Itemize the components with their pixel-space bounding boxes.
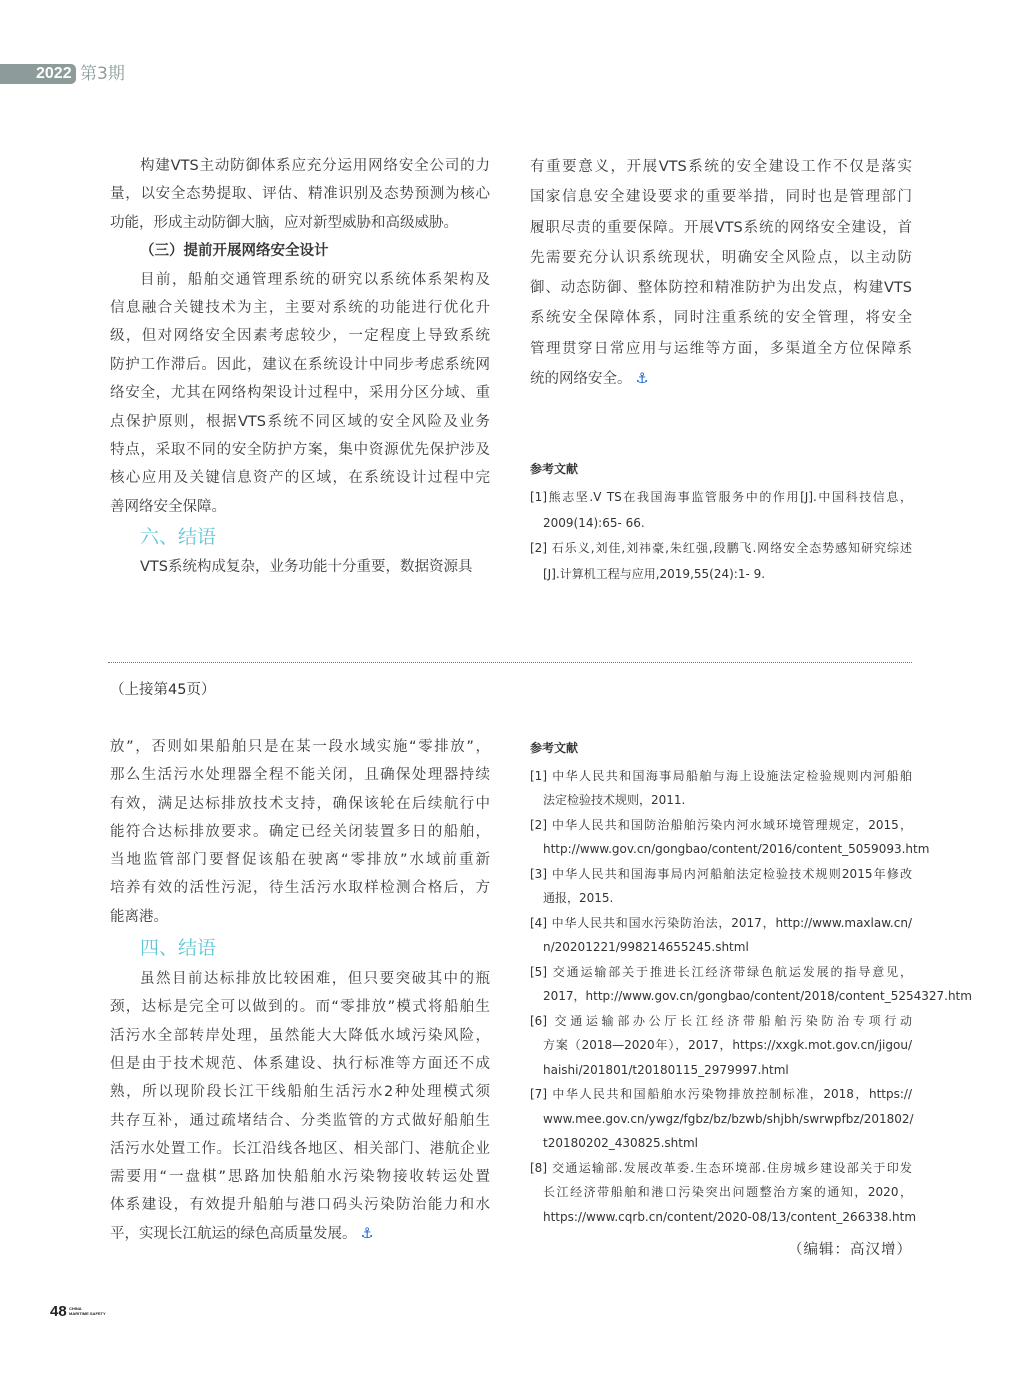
text-line: 国家信息安全建设要求的重要举措，同时也是管理部门 xyxy=(530,189,912,206)
section-heading: 四、结语 xyxy=(140,937,217,960)
references-bottom xyxy=(530,735,972,1229)
reference-item: [8] 交通运输部.发展改革委.生态环境部.住房城乡建设部关于印发 xyxy=(530,1160,912,1175)
text-line: 当地监管部门要督促该船在驶离“零排放”水域前重新 xyxy=(110,852,490,869)
text-line: 有效，满足达标排放技术支持，确保该轮在后续航行中 xyxy=(110,795,490,812)
anchor-icon: ⚓ xyxy=(635,371,649,388)
text-line: 点保护原则，根据VTS系统不同区域的安全风险及业务 xyxy=(110,413,490,430)
references-heading: 参考文献 xyxy=(530,741,579,755)
reference-continuation: 2009(14):65- 66. xyxy=(543,515,645,530)
text-line: 管理贯穿日常应用与运维等方面，多渠道全方位保障系 xyxy=(530,340,912,357)
reference-continuation: [J].计算机工程与应用,2019,55(24):1- 9. xyxy=(543,566,766,581)
reference-item: [6] 交通运输部办公厅长江经济带船舶污染防治专项行动 xyxy=(530,1013,912,1028)
reference-continuation: t20180202_430825.shtml xyxy=(543,1136,698,1150)
issue-year: 2022 xyxy=(36,65,72,82)
text-line: 善网络安全保障。 xyxy=(110,498,226,515)
reference-item: [2] 中华人民共和国防治船舶污染内河水域环境管理规定，2015， xyxy=(530,817,912,832)
text-line: 目前，船舶交通管理系统的研究以系统体系架构及 xyxy=(140,271,490,288)
text-line: 级，但对网络安全因素考虑较少，一定程度上导致系统 xyxy=(110,328,490,345)
issue-number: 第3期 xyxy=(80,64,125,84)
section-heading: 六、结语 xyxy=(140,526,217,549)
references-heading: 参考文献 xyxy=(530,462,579,476)
subsection-heading: （三）提前开展网络安全设计 xyxy=(140,243,329,260)
text-line: 信息融合关键技术为主，主要对系统的功能进行优化升 xyxy=(110,300,490,317)
text-line: 量，以安全态势提取、评估、精准识别及态势预测为核心 xyxy=(110,186,490,203)
anchor-icon: ⚓ xyxy=(360,1225,374,1242)
text-line: 活污水处置工作。长江沿线各地区、相关部门、港航企业 xyxy=(110,1140,490,1157)
text-line: 放”，否则如果船舶只是在某一段水域实施“零排放”， xyxy=(110,739,490,755)
reference-continuation: 通报，2015. xyxy=(543,891,614,905)
reference-continuation: 法定检验技术规则，2011. xyxy=(543,793,686,807)
reference-continuation: n/20201221/998214655245.shtml xyxy=(543,940,749,954)
reference-item: [3] 中华人民共和国海事局内河船舶法定检验技术规则2015年修改 xyxy=(530,866,912,881)
text-line: 那么生活污水处理器全程不能关闭，且确保处理器持续 xyxy=(110,767,490,784)
text-line: 虽然目前达标排放比较困难，但只要突破其中的瓶 xyxy=(140,971,490,988)
text-line: 但是由于技术规范、体系建设、执行标准等方面还不成 xyxy=(110,1055,490,1072)
article-top-right-column xyxy=(530,152,912,394)
article-top-left-column xyxy=(110,152,490,582)
text-line: 先需要充分认识系统现状，明确安全风险点，以主动防 xyxy=(530,249,912,266)
reference-continuation: www.mee.gov.cn/ywgz/fgbz/bz/bzwb/shjbh/swrwpfbz/201802/ xyxy=(543,1111,914,1126)
page-number: 48 xyxy=(50,1303,67,1320)
text-line: 御、动态防御、整体防控和精准防护为出发点，构建VTS xyxy=(530,280,912,297)
text-line: 有重要意义，开展VTS系统的安全建设工作不仅是落实 xyxy=(530,159,912,175)
text-line: 构建VTS主动防御体系应充分运用网络安全公司的力 xyxy=(140,158,490,174)
text-line: 平，实现长江航运的绿色高质量发展。 ⚓ xyxy=(110,1220,490,1248)
continued-note: （上接第45页） xyxy=(110,682,216,698)
text-line: 活污水全部转岸处理，虽然能大大降低水域污染风险， xyxy=(110,1027,490,1044)
section-divider xyxy=(108,662,912,663)
reference-item: [2] 石乐义,刘佳,刘祎豪,朱红强,段鹏飞.网络安全态势感知研究综述 xyxy=(530,541,912,556)
text-line: 熟，所以现阶段长江干线船舶生活污水2种处理模式须 xyxy=(110,1084,490,1101)
text-line: 络安全，尤其在网络构架设计过程中，采用分区分域、重 xyxy=(110,385,490,402)
reference-item: [5] 交通运输部关于推进长江经济带绿色航运发展的指导意见， xyxy=(530,964,912,979)
reference-continuation: https://www.cqrb.cn/content/2020-08/13/content_266338.htm xyxy=(543,1209,917,1224)
text-line: 统的网络安全。 ⚓ xyxy=(530,364,912,394)
reference-item: [1] 中华人民共和国海事局船舶与海上设施法定检验规则内河船舶 xyxy=(530,768,912,783)
text-line: 系统安全保障体系，同时注重系统的安全管理，将安全 xyxy=(530,310,912,327)
reference-continuation: 2017，http://www.gov.cn/gongbao/content/2018/content_5254327.htm xyxy=(543,989,972,1003)
brand-line: CHINA xyxy=(69,1306,82,1311)
references-top xyxy=(530,456,912,587)
text-line: 培养有效的活性污泥，待生活污水取样检测合格后，方 xyxy=(110,880,490,897)
text-line: 功能，形成主动防御大脑，应对新型威胁和高级威胁。 xyxy=(110,214,458,231)
brand-line: MARITIME SAFETY xyxy=(69,1311,106,1316)
reference-continuation: http://www.gov.cn/gongbao/content/2016/content_5059093.htm xyxy=(543,842,930,856)
text-line: 需要用“一盘棋”思路加快船舶水污染物接收转运处置 xyxy=(110,1169,490,1186)
text-line: 特点，采取不同的安全防护方案，集中资源优先保护涉及 xyxy=(110,442,490,459)
text-line: 核心应用及关键信息资产的区域，在系统设计过程中完 xyxy=(110,470,490,487)
text-line: 防护工作滞后。因此，建议在系统设计中同步考虑系统网 xyxy=(110,356,490,373)
text-line: 能离港。 xyxy=(110,908,168,925)
reference-continuation: 长江经济带船舶和港口污染突出问题整治方案的通知，2020， xyxy=(543,1185,912,1199)
text-line: 能符合达标排放要求。确定已经关闭装置多日的船舶， xyxy=(110,823,490,840)
reference-item: [1]熊志坚.V TS在我国海事监管服务中的作用[J].中国科技信息， xyxy=(530,490,912,505)
reference-item: [7] 中华人民共和国船舶水污染物排放控制标准，2018，https:// xyxy=(530,1087,912,1101)
reference-item: [4] 中华人民共和国水污染防治法，2017，http://www.maxlaw.cn/ xyxy=(530,915,912,930)
text-line: 颈，达标是完全可以做到的。而“零排放”模式将船舶生 xyxy=(110,999,490,1016)
text-line: 履职尽责的重要保障。开展VTS系统的网络安全建设，首 xyxy=(530,219,912,236)
text-line: 体系建设，有效提升船舶与港口码头污染防治能力和水 xyxy=(110,1197,490,1214)
text-line: 共存互补，通过疏堵结合、分类监管的方式做好船舶生 xyxy=(110,1112,490,1129)
article-bottom-left-column xyxy=(110,733,490,1248)
magazine-brand xyxy=(69,1306,106,1316)
editor-credit: （编辑：高汉增） xyxy=(788,1242,912,1258)
text-line: VTS系统构成复杂，业务功能十分重要，数据资源具 xyxy=(140,559,473,576)
reference-continuation: haishi/201801/t20180115_2979997.html xyxy=(543,1062,789,1077)
reference-continuation: 方案（2018—2020年），2017，https://xxgk.mot.gov.cn/jigou/ xyxy=(543,1038,912,1052)
